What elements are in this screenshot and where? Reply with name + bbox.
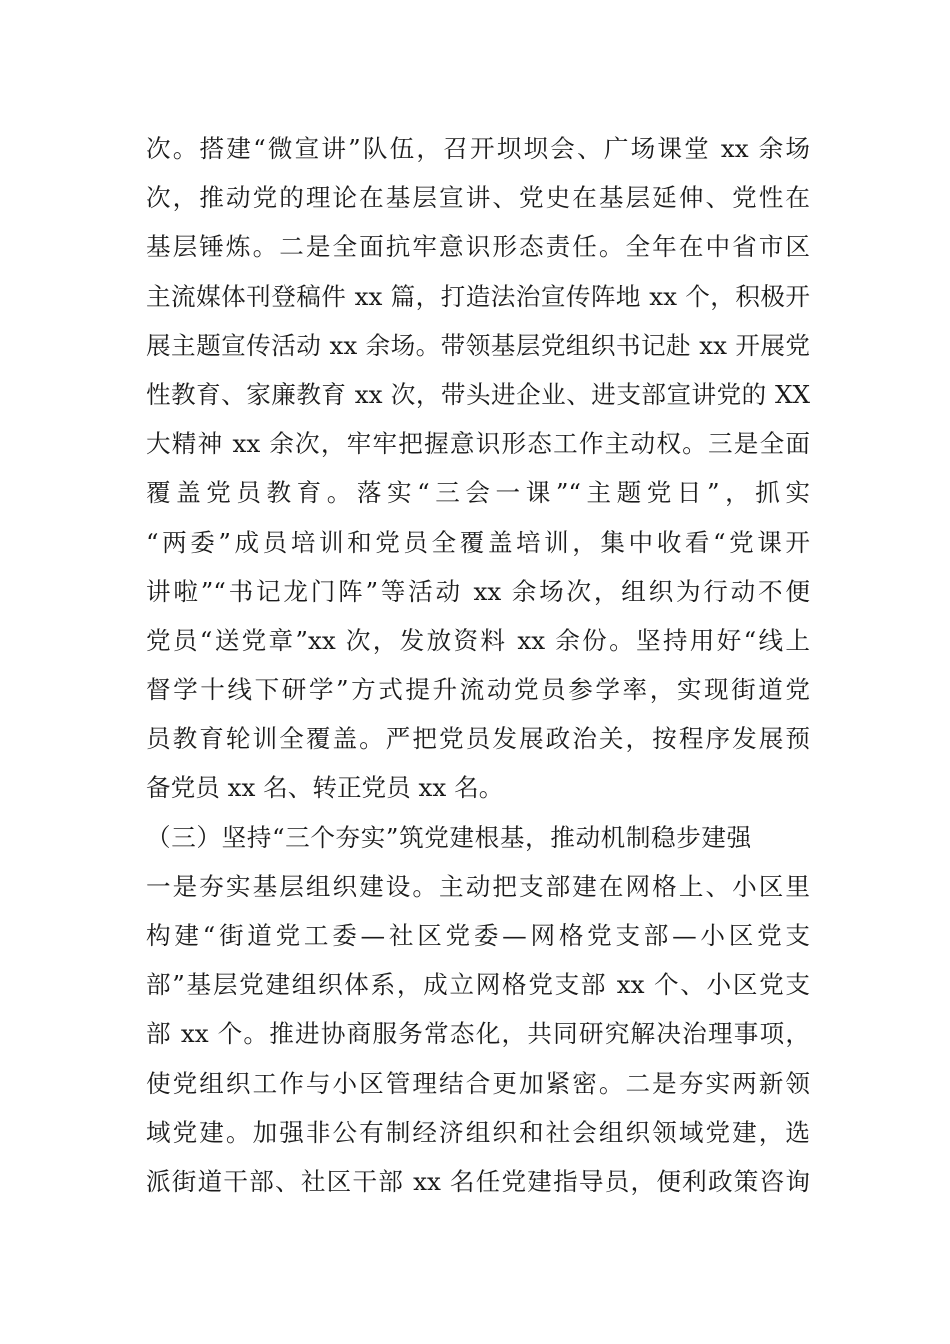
text-line: 覆盖党员教育。落实“三会一课”“主题党日”，抓实 (146, 478, 810, 508)
text-line: 性教育、家廉教育 xx 次，带头进企业、进支部宣讲党的 XX (146, 379, 810, 409)
body-text (146, 124, 810, 1206)
text-line: 构建“街道党工委—社区党委—网格党支部—小区党支 (146, 921, 810, 950)
text-line: 一是夯实基层组织建设。主动把支部建在网格上、小区里 (146, 871, 810, 901)
text-line: 讲啦”“书记龙门阵”等活动 xx 余场次，组织为行动不便 (146, 576, 810, 606)
text-line: “两委”成员培训和党员全覆盖培训，集中收看“党课开 (146, 527, 810, 557)
text-line: 次。搭建“微宣讲”队伍，召开坝坝会、广场课堂 xx 余场 (146, 134, 810, 163)
text-line: 督学十线下研学”方式提升流动党员参学率，实现街道党 (146, 675, 810, 705)
text-line: 大精神 xx 余次，牢牢把握意识形态工作主动权。三是全面 (146, 429, 810, 459)
text-line: 备党员 xx 名、转正党员 xx 名。 (146, 773, 504, 803)
text-line: 次，推动党的理论在基层宣讲、党史在基层延伸、党性在 (146, 183, 810, 213)
text-line: 展主题宣传活动 xx 余场。带领基层党组织书记赴 xx 开展党 (146, 330, 810, 360)
text-line: 员教育轮训全覆盖。严把党员发展政治关，按程序发展预 (146, 724, 810, 754)
text-line: 基层锤炼。二是全面抗牢意识形态责任。全年在中省市区 (146, 232, 810, 262)
text-line: 使党组织工作与小区管理结合更加紧密。二是夯实两新领 (146, 1068, 810, 1098)
text-line: 派街道干部、社区干部 xx 名任党建指导员，便利政策咨询 (146, 1166, 810, 1196)
section-heading: （三）坚持“三个夯实”筑党建根基，推动机制稳步建强 (146, 822, 752, 852)
text-line: 主流媒体刊登稿件 xx 篇，打造法治宣传阵地 xx 个，积极开 (146, 281, 810, 311)
text-line: 域党建。加强非公有制经济组织和社会组织领域党建，选 (146, 1117, 810, 1147)
text-line: 党员“送党章”xx 次，发放资料 xx 余份。坚持用好“线上 (146, 625, 810, 655)
text-line: 部”基层党建组织体系，成立网格党支部 xx 个、小区党支 (146, 970, 810, 1000)
text-line: 部 xx 个。推进协商服务常态化，共同研究解决治理事项， (146, 1019, 810, 1049)
